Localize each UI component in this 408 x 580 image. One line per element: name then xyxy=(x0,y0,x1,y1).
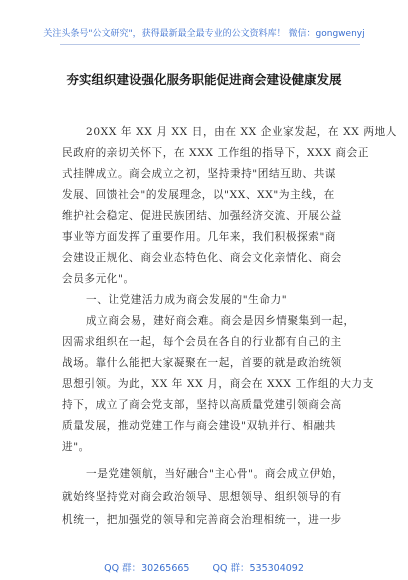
body-line: 发展、回馈社会"的发展理念，以"XX、XX"为主线，在 xyxy=(62,189,335,201)
body-line: 持下，成立了商会党支部，坚持以高质量党建引领商会高 xyxy=(62,399,342,411)
body-line: 一是党建领航，当好融合"主心骨"。商会成立伊始， xyxy=(86,468,344,480)
body-line: 就始终坚持党对商会政治领导、思想领导、组织领导的有 xyxy=(62,491,342,503)
body-line: 民政府的亲切关怀下，在 XXX 工作组的指导下，XXX 商会正 xyxy=(62,147,370,159)
section-heading: 一、让党建活力成为商会发展的"生命力" xyxy=(86,294,288,306)
header-notice: 关注头条号"公文研究"，获得最新最全最专业的公文资料库！ 微信：gongwenyj xyxy=(43,29,365,39)
body-line: 因需求组织在一起，每个会员在各自的行业都有自己的主 xyxy=(62,336,342,348)
body-line: 思想引领。为此，XX 年 XX 月，商会在 XXX 工作组的大力支 xyxy=(62,378,374,390)
footer-qq-group-1: QQ 群：30265665 xyxy=(104,563,190,574)
header-divider xyxy=(60,44,360,45)
body-line: 会建设正规化、商会业态特色化、商会文化亲情化、商会 xyxy=(62,252,342,264)
body-line: 20XX 年 XX 月 XX 日，由在 XX 企业家发起，在 XX 两地人 xyxy=(86,126,397,138)
body-line: 式挂牌成立。商会成立之初，坚持秉持"团结互助、共谋 xyxy=(62,168,337,180)
footer-qq-group-2: QQ 群：535304092 xyxy=(212,563,304,574)
body-line: 质量发展，推动党建工作与商会建设"双轨并行、相融共 xyxy=(62,420,337,432)
body-line: 成立商会易，建好商会难。商会是因乡情聚集到一起， xyxy=(86,315,355,327)
footer-contact xyxy=(0,560,408,574)
body-line: 机统一，把加强党的领导和完善商会治理相统一，进一步 xyxy=(62,514,342,526)
body-line: 进"。 xyxy=(62,441,90,453)
document-title: 夯实组织建设强化服务职能促进商会建设健康发展 xyxy=(66,72,342,87)
body-line: 会员多元化"。 xyxy=(62,273,135,285)
body-line: 维护社会稳定、促进民族团结、加强经济交流、开展公益 xyxy=(62,210,342,222)
body-line: 事业等方面发挥了重要作用。几年来，我们积极探索"商 xyxy=(62,231,337,243)
body-line: 战场。靠什么能把大家凝聚在一起，首要的就是政治统领 xyxy=(62,357,342,369)
